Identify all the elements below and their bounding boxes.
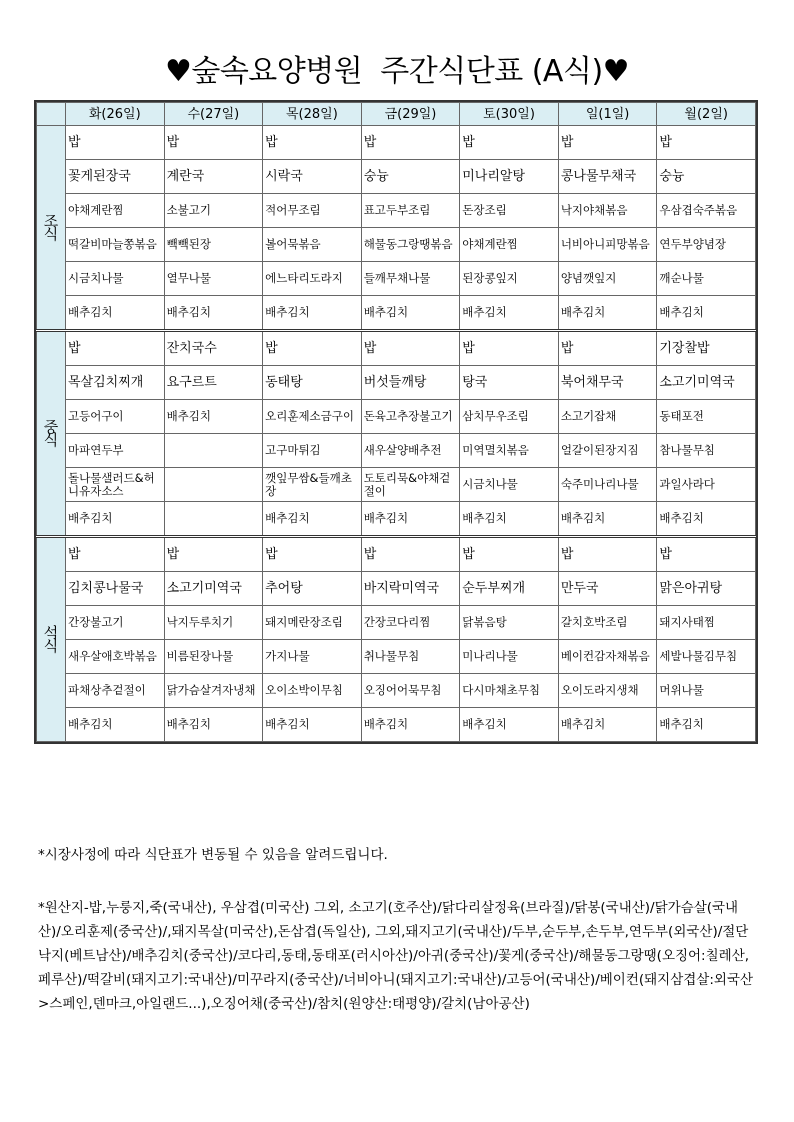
menu-item: 만두국	[558, 572, 657, 606]
menu-item: 동태탕	[263, 366, 362, 400]
menu-item: 요구르트	[164, 366, 263, 400]
menu-item: 새우살애호박볶음	[66, 640, 165, 674]
menu-row	[37, 331, 756, 366]
menu-item: 밥	[361, 537, 460, 572]
menu-item: 돈장조림	[460, 194, 559, 228]
meal-label-char: 식	[43, 636, 59, 655]
menu-item: 갈치호박조림	[558, 606, 657, 640]
menu-item: 가지나물	[263, 640, 362, 674]
menu-item: 소불고기	[164, 194, 263, 228]
menu-item: 배추김치	[558, 708, 657, 742]
menu-item: 깨순나물	[657, 262, 756, 296]
menu-item: 배추김치	[558, 502, 657, 537]
header-row	[37, 103, 756, 126]
menu-item: 배추김치	[361, 296, 460, 331]
menu-item: 빽빽된장	[164, 228, 263, 262]
menu-item: 취나물무침	[361, 640, 460, 674]
meal-label	[37, 537, 66, 742]
menu-item: 미나리알탕	[460, 160, 559, 194]
menu-row	[37, 160, 756, 194]
menu-item: 열무나물	[164, 262, 263, 296]
menu-item: 비름된장나물	[164, 640, 263, 674]
menu-item: 낙지두루치기	[164, 606, 263, 640]
menu-item: 파채상추겉절이	[66, 674, 165, 708]
menu-item: 배추김치	[66, 502, 165, 537]
menu-item: 소고기미역국	[657, 366, 756, 400]
menu-item: 밥	[66, 331, 165, 366]
menu-item: 밥	[558, 126, 657, 160]
menu-item: 배추김치	[164, 708, 263, 742]
heart-icon: ♥	[164, 54, 192, 89]
menu-item: 밥	[361, 331, 460, 366]
menu-row	[37, 296, 756, 331]
menu-item: 마파연두부	[66, 434, 165, 468]
menu-item: 밥	[657, 126, 756, 160]
day-header: 토(30일)	[460, 103, 559, 126]
menu-item: 깻잎무쌈&들깨초장	[263, 468, 362, 502]
menu-item: 밥	[558, 331, 657, 366]
menu-item: 배추김치	[263, 502, 362, 537]
menu-item: 숭늉	[657, 160, 756, 194]
menu-item: 돼지메란장조림	[263, 606, 362, 640]
menu-item: 소고기잡채	[558, 400, 657, 434]
menu-item: 소고기미역국	[164, 572, 263, 606]
menu-row	[37, 468, 756, 502]
menu-item: 미나리나물	[460, 640, 559, 674]
menu-row	[37, 674, 756, 708]
menu-item: 야채계란찜	[460, 228, 559, 262]
menu-item: 오이소박이무침	[263, 674, 362, 708]
menu-item: 도토리묵&야채겉절이	[361, 468, 460, 502]
corner-cell	[37, 103, 66, 126]
menu-item: 밥	[460, 331, 559, 366]
menu-item: 돈육고추장불고기	[361, 400, 460, 434]
menu-item: 닭가슴살겨자냉채	[164, 674, 263, 708]
menu-item: 배추김치	[361, 708, 460, 742]
menu-item: 순두부찌개	[460, 572, 559, 606]
menu-item: 삼치무우조림	[460, 400, 559, 434]
menu-item: 들깨무채나물	[361, 262, 460, 296]
menu-item: 표고두부조림	[361, 194, 460, 228]
menu-item: 맑은아귀탕	[657, 572, 756, 606]
menu-item: 배추김치	[164, 400, 263, 434]
menu-item: 연두부양념장	[657, 228, 756, 262]
day-header: 목(28일)	[263, 103, 362, 126]
menu-item: 버섯들깨탕	[361, 366, 460, 400]
menu-item: 김치콩나물국	[66, 572, 165, 606]
weekly-menu-table	[34, 100, 758, 744]
menu-item: 에느타리도라지	[263, 262, 362, 296]
menu-row	[37, 366, 756, 400]
menu-item: 배추김치	[66, 708, 165, 742]
meal-label-char: 석	[43, 623, 59, 642]
menu-item: 너비아니피망볶음	[558, 228, 657, 262]
menu-item: 배추김치	[263, 296, 362, 331]
day-header: 수(27일)	[164, 103, 263, 126]
menu-item: 오이도라지생채	[558, 674, 657, 708]
menu-item: 과일사라다	[657, 468, 756, 502]
menu-item: 배추김치	[657, 502, 756, 537]
day-header: 일(1일)	[558, 103, 657, 126]
menu-item: 시금치나물	[66, 262, 165, 296]
menu-item: 배추김치	[657, 296, 756, 331]
meal-label	[37, 331, 66, 537]
menu-item: 밥	[263, 537, 362, 572]
meal-label-char: 조	[43, 211, 59, 230]
market-notice: *시장사정에 따라 식단표가 변동될 수 있음을 알려드립니다.	[38, 847, 388, 863]
menu-item: 떡갈비마늘쫑볶음	[66, 228, 165, 262]
menu-item: 간장불고기	[66, 606, 165, 640]
menu-grid	[36, 102, 756, 742]
menu-item: 콩나물무채국	[558, 160, 657, 194]
menu-row	[37, 640, 756, 674]
menu-item: 배추김치	[66, 296, 165, 331]
menu-item: 탕국	[460, 366, 559, 400]
menu-item: 밥	[263, 126, 362, 160]
meal-label	[37, 126, 66, 331]
menu-item: 다시마채초무침	[460, 674, 559, 708]
menu-item: 우삼겹숙주볶음	[657, 194, 756, 228]
menu-item: 밥	[66, 537, 165, 572]
menu-item: 돌나물샐러드&허니유자소스	[66, 468, 165, 502]
menu-item: 고구마튀김	[263, 434, 362, 468]
menu-row	[37, 537, 756, 572]
menu-item: 야채계란찜	[66, 194, 165, 228]
menu-row	[37, 572, 756, 606]
menu-item: 해물동그랑땡볶음	[361, 228, 460, 262]
menu-item: 된장콩잎지	[460, 262, 559, 296]
menu-item: 배추김치	[460, 296, 559, 331]
menu-row	[37, 434, 756, 468]
menu-item: 북어채무국	[558, 366, 657, 400]
day-header: 화(26일)	[66, 103, 165, 126]
menu-item: 밥	[460, 126, 559, 160]
menu-item: 참나물무침	[657, 434, 756, 468]
page-title	[0, 46, 794, 90]
menu-item: 양념깻잎지	[558, 262, 657, 296]
menu-item: 오징어어묵무침	[361, 674, 460, 708]
menu-item: 밥	[66, 126, 165, 160]
menu-row	[37, 606, 756, 640]
menu-item: 간장코다리찜	[361, 606, 460, 640]
menu-item	[164, 434, 263, 468]
meal-label-char: 중	[43, 417, 59, 436]
heart-icon: ♥	[602, 54, 630, 89]
day-header: 월(2일)	[657, 103, 756, 126]
title-text: 숲속요양병원 주간식단표 (A식)	[191, 54, 603, 89]
menu-item: 적어무조림	[263, 194, 362, 228]
menu-item: 배추김치	[460, 502, 559, 537]
menu-item: 숭늉	[361, 160, 460, 194]
menu-row	[37, 228, 756, 262]
menu-item: 기장찰밥	[657, 331, 756, 366]
menu-item	[164, 502, 263, 537]
menu-item: 밥	[263, 331, 362, 366]
menu-row	[37, 400, 756, 434]
menu-item: 베이컨감자채볶음	[558, 640, 657, 674]
menu-item: 배추김치	[164, 296, 263, 331]
menu-item: 돼지사태찜	[657, 606, 756, 640]
menu-item: 고등어구이	[66, 400, 165, 434]
menu-item: 배추김치	[460, 708, 559, 742]
menu-item: 시금치나물	[460, 468, 559, 502]
menu-row	[37, 194, 756, 228]
menu-item: 얼갈이된장지짐	[558, 434, 657, 468]
menu-row	[37, 262, 756, 296]
menu-item: 배추김치	[361, 502, 460, 537]
menu-item: 시락국	[263, 160, 362, 194]
menu-item: 바지락미역국	[361, 572, 460, 606]
menu-item: 밥	[361, 126, 460, 160]
menu-item: 낙지야채볶음	[558, 194, 657, 228]
menu-item: 배추김치	[657, 708, 756, 742]
origin-notice: *원산지-밥,누룽지,죽(국내산), 우삼겹(미국산) 그외, 소고기(호주산)/닭다리살정육(브라질)/닭봉(국내산)/닭가슴살(국내산)/오리훈제(중국산)/,돼지목살(미국산),돈삼겹(독일산), 그외,돼지고기(국내산)/두부,순두부,손두부,연두부(외국산)/절단낙지(베트남산)/배추김치(중국산)/코다리,동태,동태포(러시아산)/아귀(중국산)/꽃게(중국산)/해물동그랑땡(오징어:칠레산,페루산)/떡갈비(돼지고기:국내산)/미꾸라지(중국산)/너비아니(돼지고기:국내산)/고등어(국내산)/베이컨(돼지삼겹살:외국산>스페인,덴마크,아일랜드...),오징어채(중국산)/참치(원양산:태평양)/갈치(남아공산)	[38, 900, 754, 1012]
menu-row	[37, 502, 756, 537]
menu-item: 동태포전	[657, 400, 756, 434]
menu-item: 머위나물	[657, 674, 756, 708]
menu-row	[37, 126, 756, 160]
menu-item: 계란국	[164, 160, 263, 194]
menu-item: 새우살양배추전	[361, 434, 460, 468]
menu-item: 꽃게된장국	[66, 160, 165, 194]
menu-item: 숙주미나리나물	[558, 468, 657, 502]
day-header: 금(29일)	[361, 103, 460, 126]
menu-item: 밥	[558, 537, 657, 572]
menu-item: 미역멸치볶음	[460, 434, 559, 468]
menu-item: 오리훈제소금구이	[263, 400, 362, 434]
menu-item: 밥	[164, 126, 263, 160]
menu-item: 세발나물김무침	[657, 640, 756, 674]
menu-item: 닭볶음탕	[460, 606, 559, 640]
menu-item: 밥	[460, 537, 559, 572]
menu-item: 밥	[657, 537, 756, 572]
menu-item: 배추김치	[263, 708, 362, 742]
menu-item: 추어탕	[263, 572, 362, 606]
menu-item	[164, 468, 263, 502]
menu-item: 볼어묵볶음	[263, 228, 362, 262]
menu-item: 잔치국수	[164, 331, 263, 366]
meal-label-char: 식	[43, 224, 59, 243]
menu-item: 밥	[164, 537, 263, 572]
menu-row	[37, 708, 756, 742]
menu-item: 목살김치찌개	[66, 366, 165, 400]
meal-label-char: 식	[43, 430, 59, 449]
menu-item: 배추김치	[558, 296, 657, 331]
